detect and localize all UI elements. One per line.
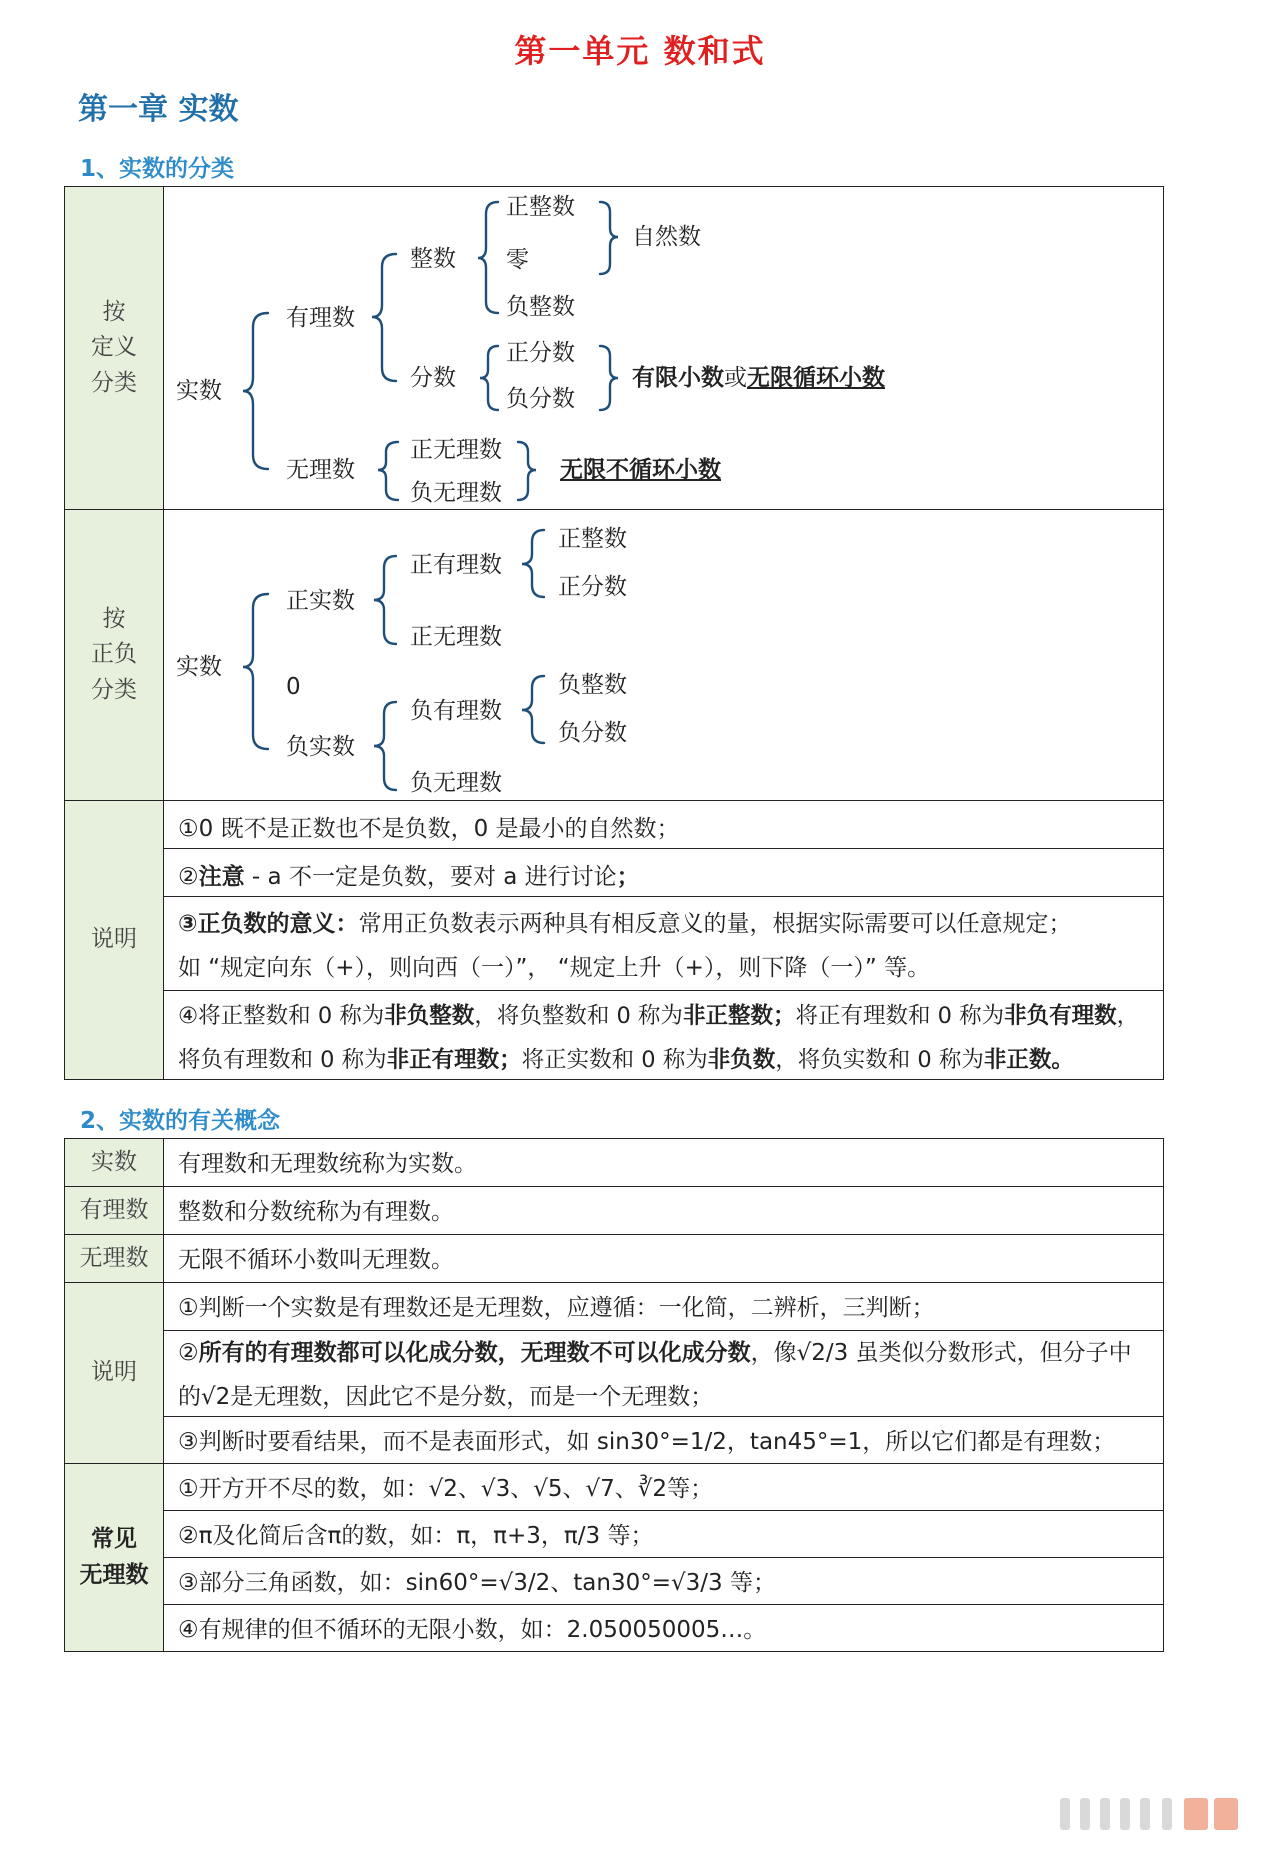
def-real: 有理数和无理数统称为实数。 [178, 1151, 477, 1177]
node-irrational: 无理数 [286, 457, 355, 483]
section-1-title: 1、实数的分类 [80, 156, 235, 182]
label-notes-2: 说明 [65, 1283, 164, 1463]
node-positive-fraction: 正分数 [506, 340, 575, 366]
node-negative-real: 负实数 [286, 734, 355, 760]
node-natural: 自然数 [632, 224, 701, 250]
node-positive-fraction: 正分数 [558, 574, 627, 600]
common-4: ④有规律的但不循环的无限小数，如：2.050050005…。 [178, 1617, 767, 1643]
divider [64, 1463, 1164, 1464]
note-3-line-2: 如 “规定向东（+），则向西（一）”， “规定上升（+），则下降（一）” 等。 [178, 955, 931, 981]
node-decimal-note: 有限小数或无限循环小数 [632, 365, 885, 391]
node-negative-irrational: 负无理数 [410, 770, 502, 796]
node-rational: 有理数 [286, 305, 355, 331]
divider [163, 1604, 1164, 1605]
label-by-definition: 按 定义 分类 [65, 187, 164, 509]
explain-3: ③判断时要看结果，而不是表面形式，如 sin30°=1/2，tan45°=1，所以它们都是有理数； [178, 1429, 1116, 1455]
divider [64, 1234, 1164, 1235]
note-4: ④将正整数和 0 称为非负整数，将负整数和 0 称为非正整数；将正有理数和 0 称为非负有理数， [178, 1003, 1140, 1029]
label-common-irrational: 常见 无理数 [65, 1464, 164, 1651]
node-negative-fraction: 负分数 [506, 386, 575, 412]
node-zero: 0 [286, 674, 301, 700]
explain-2-line-2: 的√2是无理数，因此它不是分数，而是一个无理数； [178, 1384, 714, 1410]
watermark-logo [1060, 1790, 1260, 1840]
label-rational: 有理数 [65, 1187, 164, 1234]
node-negative-rational: 负有理数 [410, 698, 502, 724]
node-negative-integer: 负整数 [506, 294, 575, 320]
node-positive-integer: 正整数 [558, 526, 627, 552]
node-negative-integer: 负整数 [558, 672, 627, 698]
chapter-title: 第一章 实数 [78, 92, 239, 127]
label-irrational: 无理数 [65, 1235, 164, 1282]
node-real: 实数 [176, 654, 222, 680]
note-3: ③正负数的意义：常用正负数表示两种具有相反意义的量，根据实际需要可以任意规定； [178, 911, 1072, 937]
label-real: 实数 [65, 1139, 164, 1186]
note-2: ②注意 - a 不一定是负数，要对 a 进行讨论； [178, 864, 640, 890]
divider [64, 1186, 1164, 1187]
explain-1: ①判断一个实数是有理数还是无理数，应遵循：一化简，二辨析，三判断； [178, 1295, 935, 1321]
node-positive-irrational: 正无理数 [410, 624, 502, 650]
divider [163, 1510, 1164, 1511]
node-fraction: 分数 [410, 365, 456, 391]
common-1: ①开方开不尽的数，如：√2、√3、√5、√7、∛2等； [178, 1476, 714, 1502]
node-positive-rational: 正有理数 [410, 552, 502, 578]
node-negative-irrational: 负无理数 [410, 480, 502, 506]
divider [163, 1416, 1164, 1417]
node-negative-fraction: 负分数 [558, 720, 627, 746]
unit-title: 第一单元 数和式 [514, 32, 766, 70]
explain-2: ②所有的有理数都可以化成分数，无理数不可以化成分数，像√2/3 虽类似分数形式，但分子中 [178, 1340, 1132, 1366]
label-notes: 说明 [65, 801, 164, 1079]
node-real: 实数 [176, 378, 222, 404]
divider [163, 1557, 1164, 1558]
divider [163, 1330, 1164, 1331]
divider [64, 1282, 1164, 1283]
section-2-title: 2、实数的有关概念 [80, 1108, 281, 1134]
node-positive-integer: 正整数 [506, 194, 575, 220]
label-by-sign: 按 正负 分类 [65, 510, 164, 800]
node-positive-irrational: 正无理数 [410, 437, 502, 463]
def-rational: 整数和分数统称为有理数。 [178, 1199, 454, 1225]
common-3: ③部分三角函数，如：sin60°=√3/2、tan30°=√3/3 等； [178, 1570, 776, 1596]
def-irrational: 无限不循环小数叫无理数。 [178, 1247, 454, 1273]
node-positive-real: 正实数 [286, 588, 355, 614]
note-4-line-2: 将负有理数和 0 称为非正有理数；将正实数和 0 称为非负数，将负实数和 0 称为非正数。 [178, 1047, 1074, 1073]
node-zero: 零 [506, 247, 529, 273]
note-1: ①0 既不是正数也不是负数，0 是最小的自然数； [178, 816, 680, 842]
node-integer: 整数 [410, 246, 456, 272]
common-2: ②π及化简后含π的数，如：π，π+3，π/3 等； [178, 1523, 654, 1549]
node-nonrepeating-note: 无限不循环小数 [560, 457, 721, 483]
